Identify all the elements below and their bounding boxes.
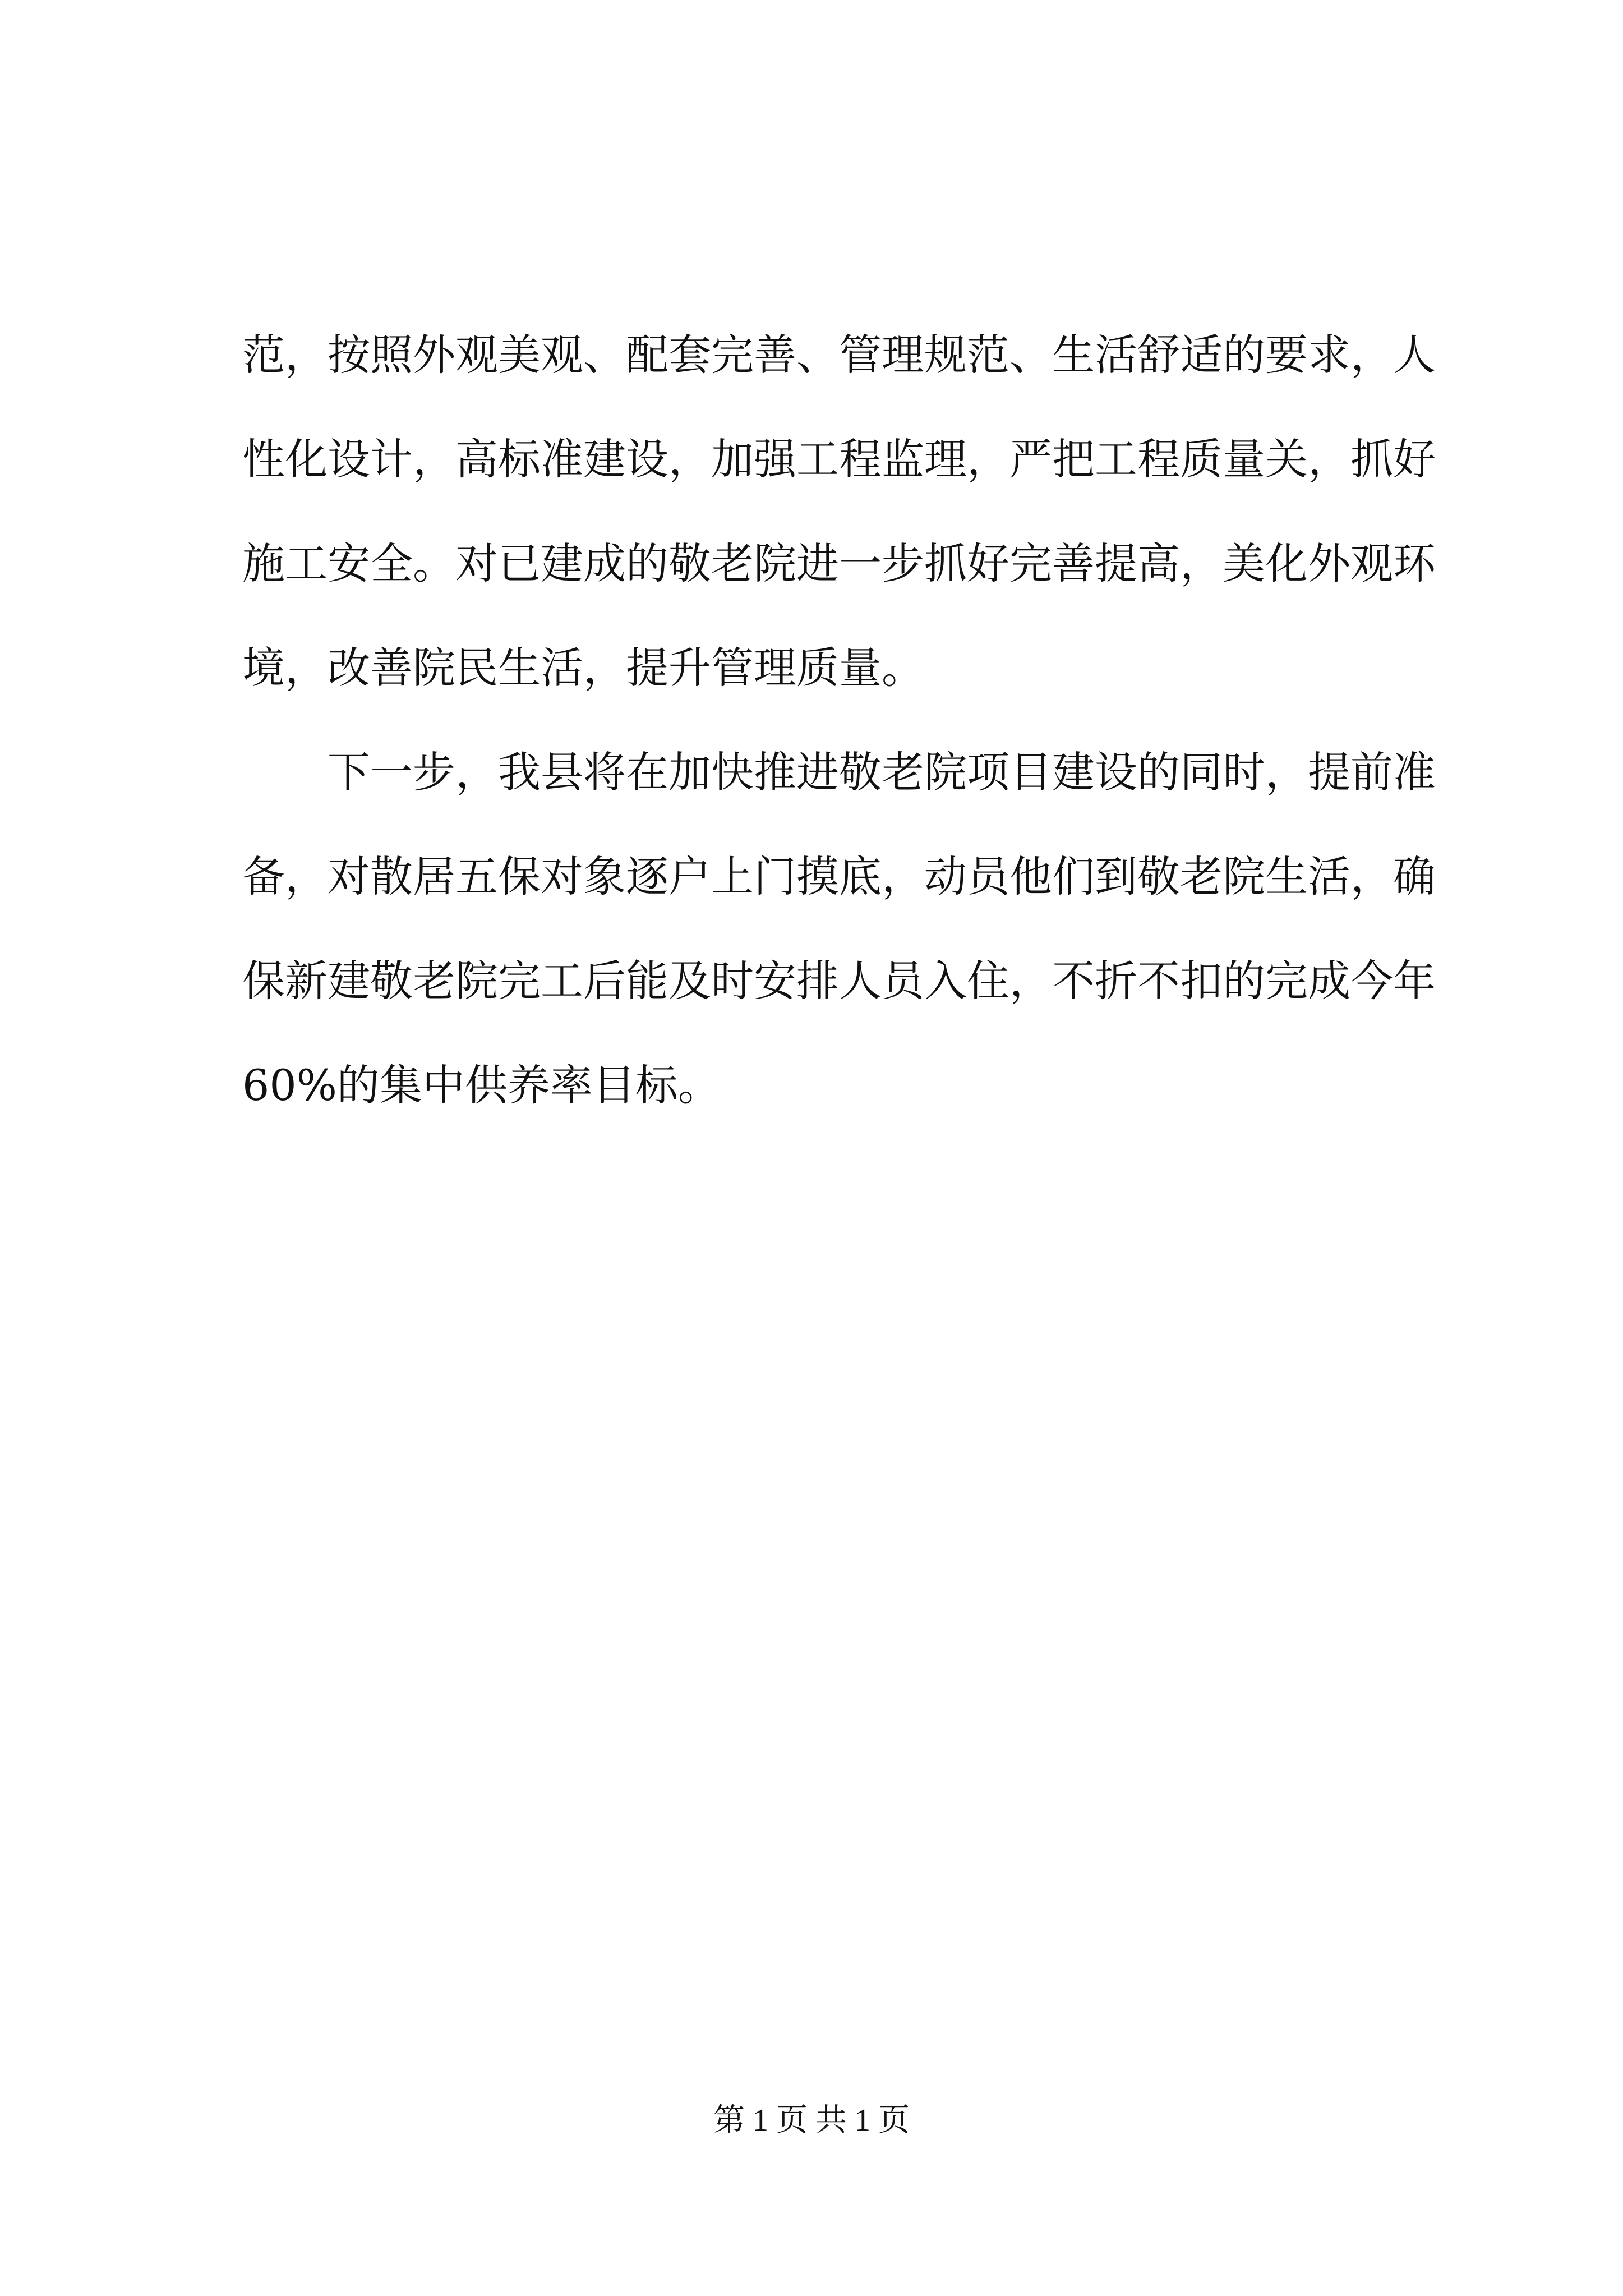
page-footer: 第 1 页 共 1 页 bbox=[713, 2103, 910, 2138]
paragraph-line: 施工安全。对已建成的敬老院进一步抓好完善提高，美化外观环 bbox=[242, 539, 1436, 588]
document-body bbox=[242, 303, 1436, 1138]
paragraph-line: 下一步，我县将在加快推进敬老院项目建设的同时，提前准 bbox=[328, 747, 1436, 797]
paragraph-line: 境，改善院民生活，提升管理质量。 bbox=[242, 643, 924, 693]
paragraph-line: 备，对散居五保对象逐户上门摸底，动员他们到敬老院生活，确 bbox=[242, 852, 1436, 901]
paragraph-line: 保新建敬老院完工后能及时安排人员入住，不折不扣的完成今年 bbox=[242, 956, 1436, 1006]
paragraph-line: 范，按照外观美观、配套完善、管理规范、生活舒适的要求，人 bbox=[242, 330, 1436, 380]
paragraph bbox=[242, 303, 1436, 720]
paragraph-line: 60%的集中供养率目标。 bbox=[242, 1060, 721, 1110]
paragraph-line: 性化设计，高标准建设，加强工程监理，严把工程质量关，抓好 bbox=[242, 434, 1436, 484]
paragraph bbox=[242, 720, 1436, 1138]
